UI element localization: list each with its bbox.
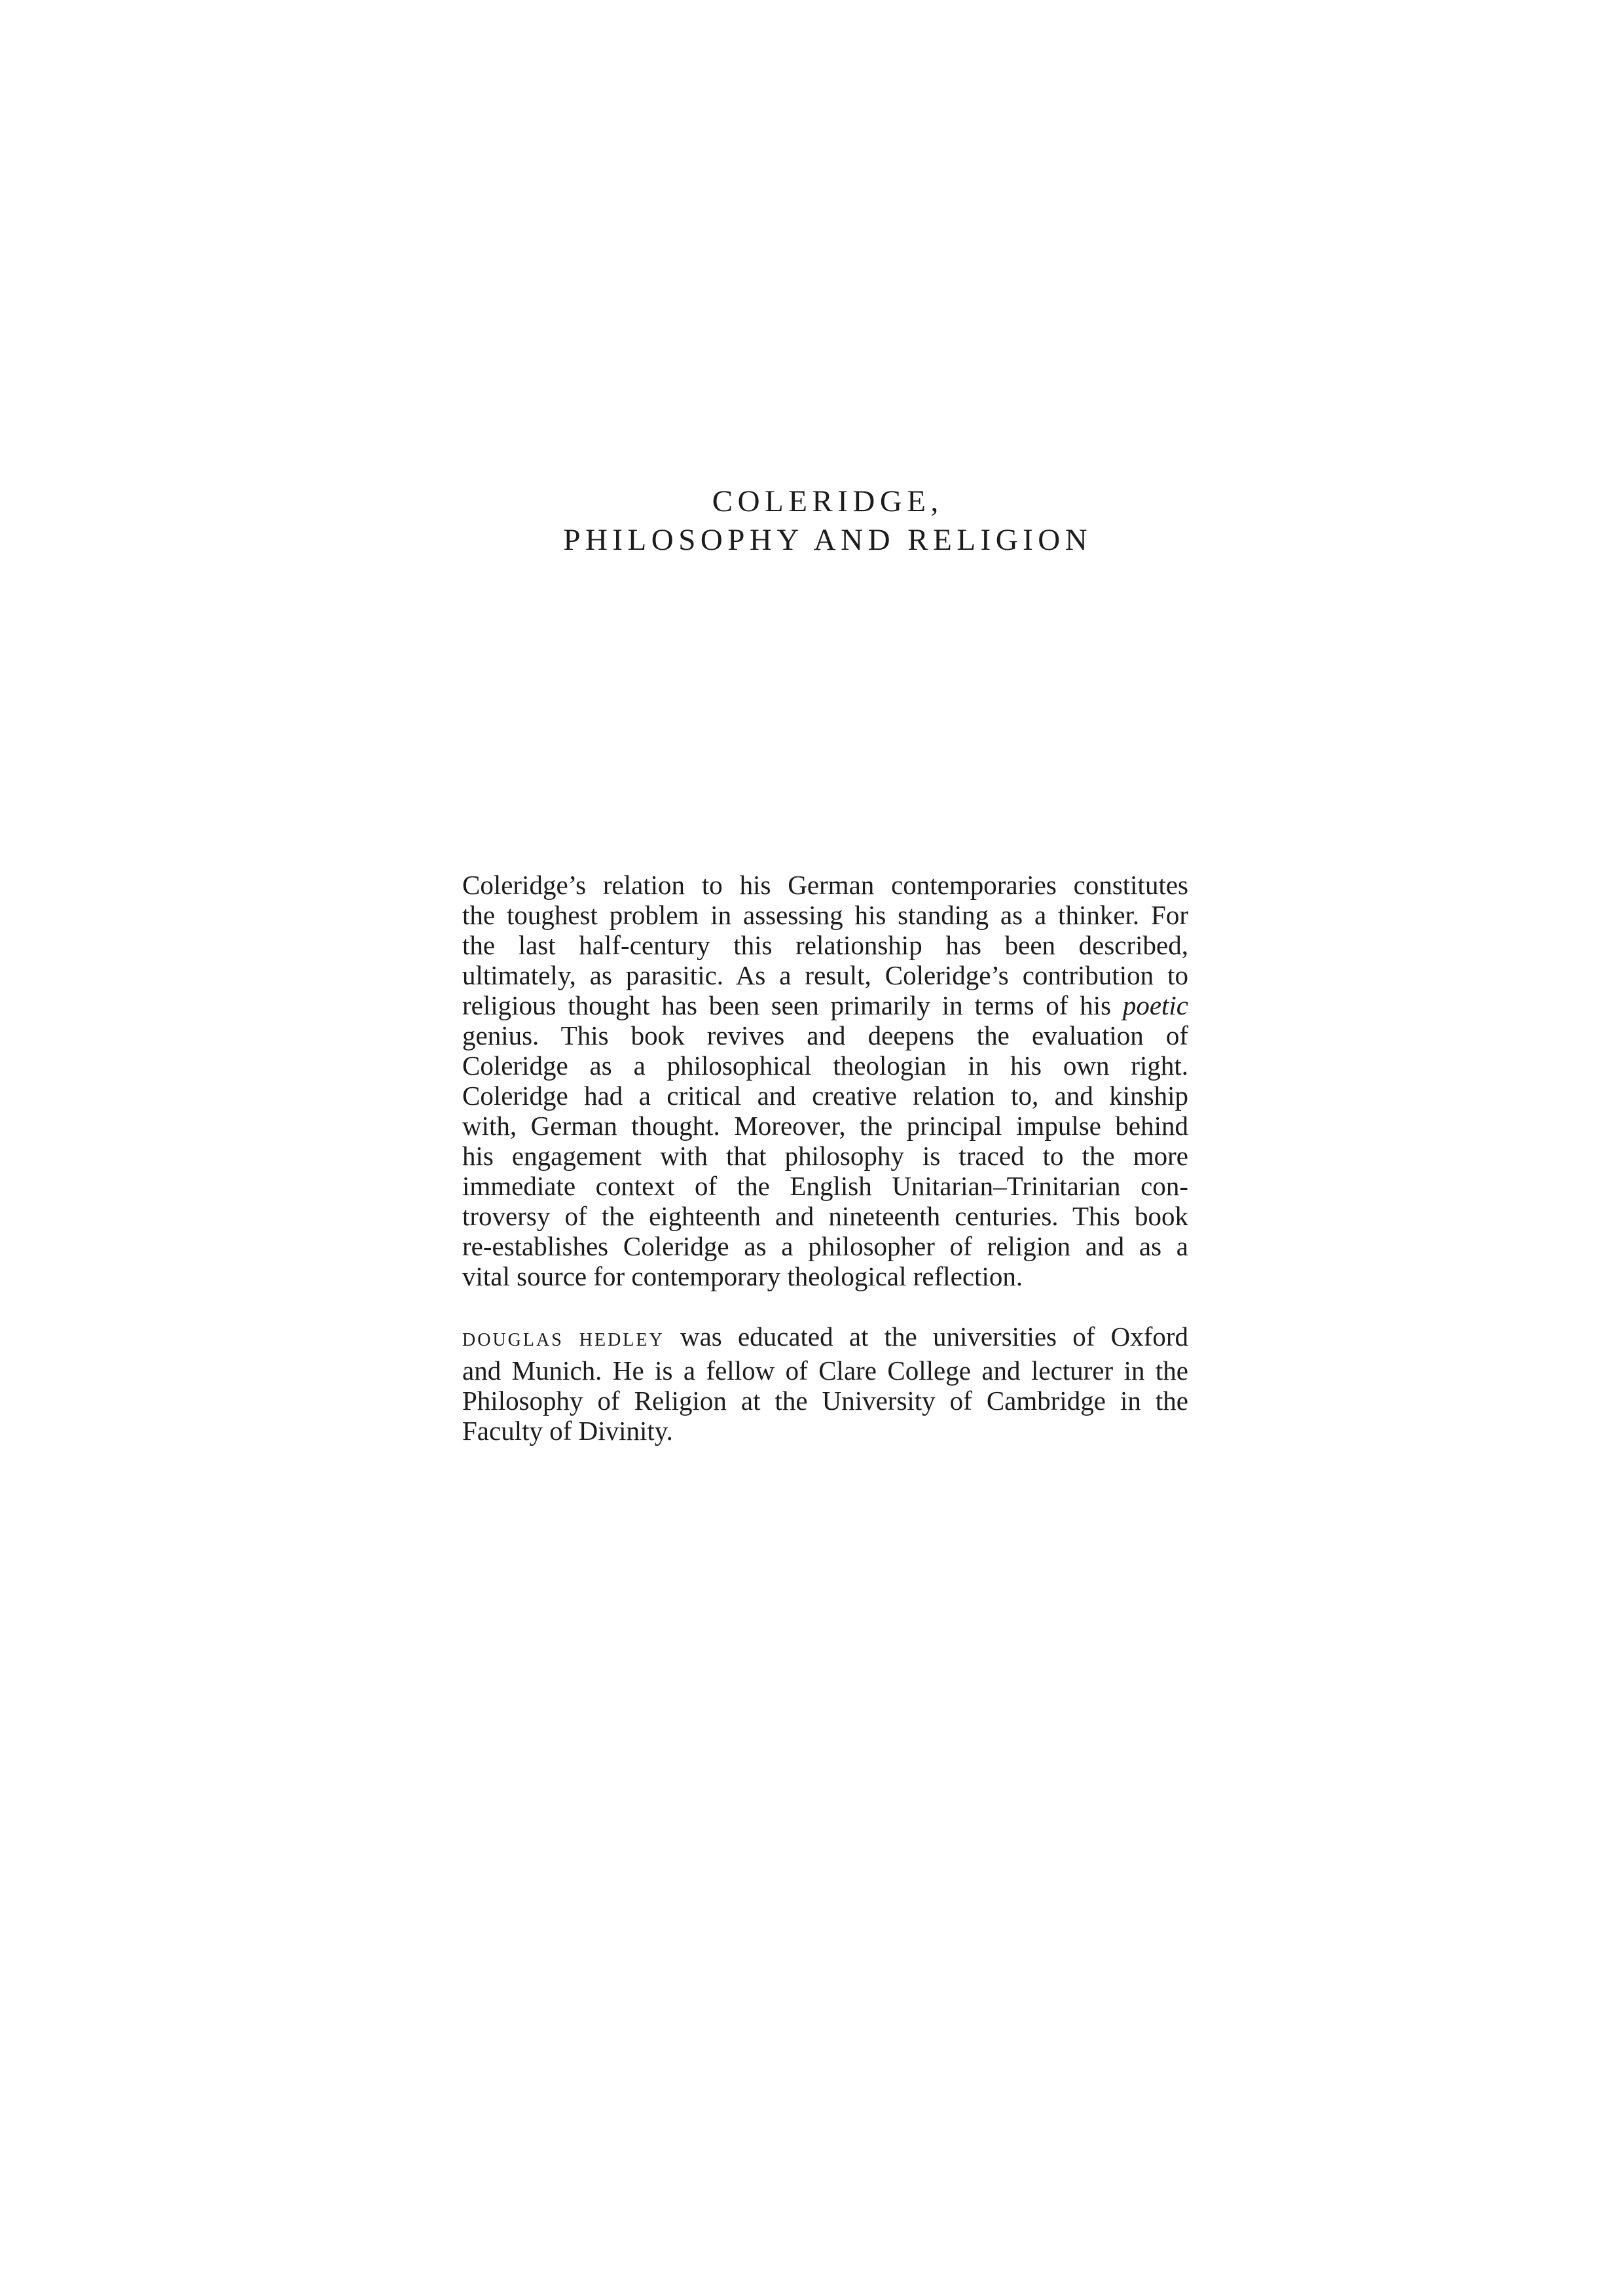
book-title: [462, 482, 1188, 560]
blurb-line-text: was educated at the universities of Oxford: [680, 1321, 1189, 1352]
blurb-line: Coleridge as a philosophical theologian in his own right.: [462, 1050, 1188, 1081]
blurb-paragraph-author-bio: [462, 1321, 1188, 1446]
blurb-line-text: religious thought has been seen primarily in terms of his: [462, 990, 1112, 1020]
blurb-line: the toughest problem in assessing his standing as a thinker. For: [462, 900, 1188, 930]
blurb-line: [462, 990, 1188, 1020]
blurb-line: troversy of the eighteenth and nineteenth centuries. This book: [462, 1201, 1188, 1231]
blurb-line: and Munich. He is a fellow of Clare College and lecturer in the: [462, 1355, 1188, 1386]
blurb-line: Faculty of Divinity.: [462, 1416, 673, 1446]
blurb-line: his engagement with that philosophy is traced to the more: [462, 1141, 1188, 1171]
blurb-line: genius. This book revives and deepens the evaluation of: [462, 1020, 1188, 1050]
blurb-line: the last half-century this relationship has been described,: [462, 930, 1188, 960]
blurb-line: with, German thought. Moreover, the principal impulse behind: [462, 1111, 1188, 1141]
blurb-line: Coleridge had a critical and creative relation to, and kinship: [462, 1081, 1188, 1111]
blurb-line: ultimately, as parasitic. As a result, Coleridge’s contribution to: [462, 960, 1188, 990]
blurb-line: vital source for contemporary theological reflection.: [462, 1261, 1023, 1291]
blurb-line: re-establishes Coleridge as a philosopher of religion and as a: [462, 1231, 1188, 1261]
title-line-1: COLERIDGE,: [712, 484, 943, 518]
blurb-line: [462, 1321, 1188, 1355]
blurb-line: immediate context of the English Unitarian–Trinitarian con-: [462, 1171, 1188, 1201]
blurb-line: Philosophy of Religion at the University of Cambridge in the: [462, 1386, 1188, 1416]
author-name: DOUGLAS HEDLEY: [462, 1330, 665, 1350]
blurb-paragraph-description: [462, 870, 1188, 1291]
book-blurb: [462, 870, 1188, 1446]
title-line-2: PHILOSOPHY AND RELIGION: [563, 523, 1093, 557]
emphasized-word: poetic: [1122, 990, 1188, 1020]
blurb-line: Coleridge’s relation to his German contemporaries constitutes: [462, 870, 1188, 900]
